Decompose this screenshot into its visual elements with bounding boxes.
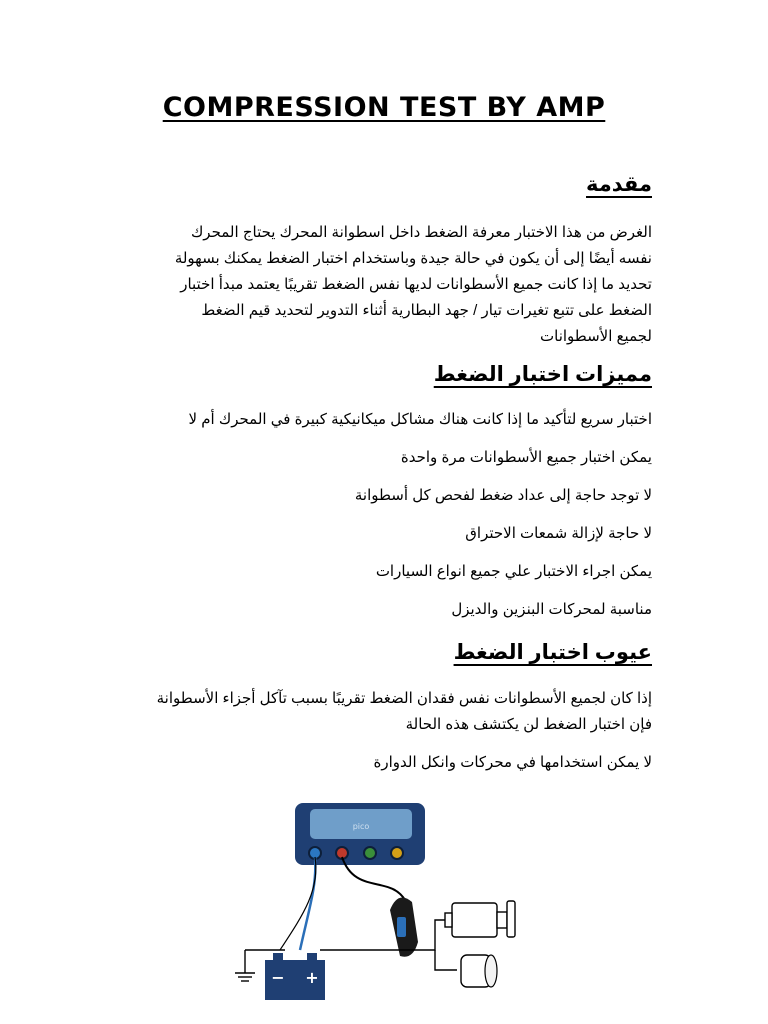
intro-line: الغرض من هذا الاختبار معرفة الضغط داخل اسطوانة المحرك يحتاج المحرك bbox=[190, 224, 652, 241]
feature-item: لا توجد حاجة إلى عداد ضغط لفحص كل أسطوانة bbox=[354, 487, 652, 504]
document-title: COMPRESSION TEST BY AMP bbox=[162, 92, 606, 123]
drawbacks-list bbox=[92, 686, 652, 776]
starter-motor bbox=[445, 901, 515, 937]
feature-item: مناسبة لمحركات البنزين والديزل bbox=[451, 601, 652, 618]
intro-paragraph bbox=[132, 220, 652, 350]
feature-item: يمكن اختبار جميع الأسطوانات مرة واحدة bbox=[400, 449, 652, 466]
oscilloscope-device bbox=[295, 803, 425, 865]
intro-line: لجميع الأسطوانات bbox=[540, 328, 652, 345]
features-list bbox=[92, 410, 652, 638]
features-heading: مميزات اختبار الضغط bbox=[433, 363, 652, 386]
drawback-line: فإن اختبار الضغط لن يكتشف هذه الحالة bbox=[405, 716, 652, 733]
device-label: pico bbox=[352, 822, 370, 831]
intro-heading: مقدمة bbox=[586, 173, 652, 196]
drawbacks-heading: عيوب اختبار الضغط bbox=[453, 641, 652, 664]
intro-line: نفسه أيضًا إلى أن يكون في حالة جيدة وباستخدام اختبار الضغط يمكنك بسهولة bbox=[174, 250, 652, 267]
solenoid bbox=[461, 955, 497, 987]
current-clamp bbox=[390, 898, 418, 957]
intro-line: الضغط على تتبع تغيرات تيار / جهد البطارية أثناء التدوير لتحديد قيم الضغط bbox=[201, 302, 652, 319]
feature-item: لا حاجة لإزالة شمعات الاحتراق bbox=[465, 525, 652, 542]
drawback-line: إذا كان لجميع الأسطوانات نفس فقدان الضغط تقريبًا بسبب تآكل أجزاء الأسطوانة bbox=[156, 690, 652, 707]
battery-minus: − bbox=[271, 968, 285, 987]
intro-line: تحديد ما إذا كانت جميع الأسطوانات لديها نفس الضغط تقريبًا يعتمد مبدأ اختبار bbox=[180, 276, 652, 293]
feature-item: يمكن اجراء الاختبار علي جميع انواع السيارات bbox=[375, 563, 652, 580]
oscilloscope-wiring-diagram bbox=[225, 795, 525, 1010]
battery bbox=[265, 953, 325, 1000]
drawback-line: لا يمكن استخدامها في محركات وانكل الدوارة bbox=[373, 754, 652, 771]
battery-plus: + bbox=[305, 968, 319, 987]
feature-item: اختبار سريع لتأكيد ما إذا كانت هناك مشاكل ميكانيكية كبيرة في المحرك أم لا bbox=[188, 411, 652, 428]
